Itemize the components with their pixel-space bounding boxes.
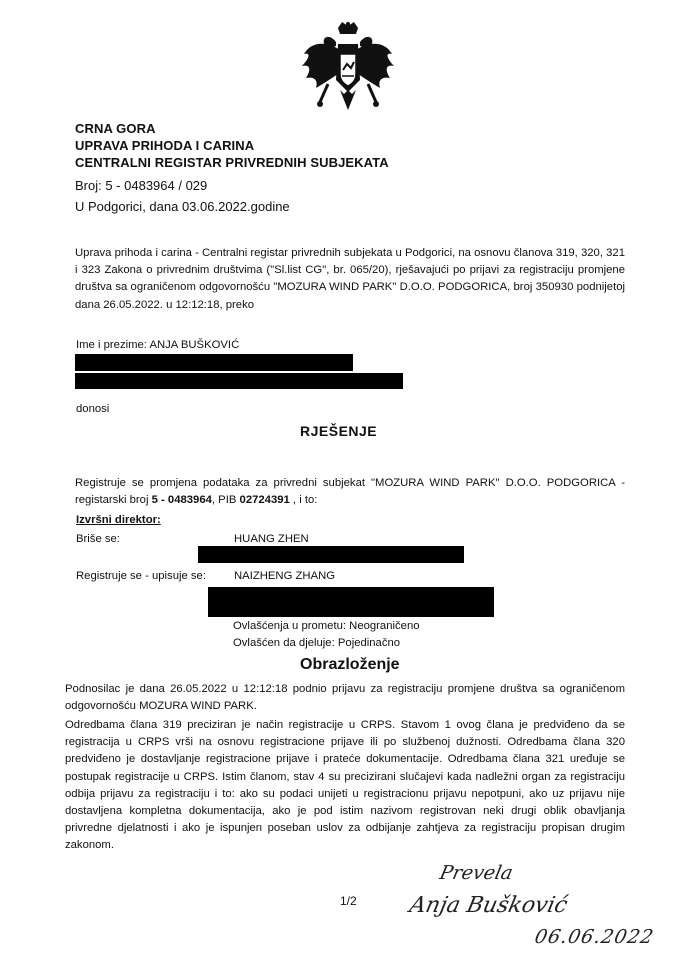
redacted-block — [208, 587, 494, 617]
page-number: 1/2 — [340, 894, 357, 908]
intro-paragraph: Uprava prihoda i carina - Centralni registar privrednih subjekata u Podgorici, na osnovu članova 319, 320, 321 i 323 Zakona o privrednim društvima ("Sl.list CG", br. 065/20), rješavajući po prijavi za registraciju promjene društva sa ograničenom odgovornošću "MOZURA WIND PARK" D.O.O. PODGORICA, broj 350930 podnijetoj dana 26.05.2022. u 12:12:18, preko — [75, 247, 625, 311]
added-person-name: NAIZHENG ZHANG — [234, 570, 336, 582]
removed-person-name: HUANG ZHEN — [234, 533, 309, 545]
org-name-agency: UPRAVA PRIHODA I CARINA — [75, 138, 255, 153]
executive-director-label: Izvršni direktor: — [76, 514, 161, 526]
reasoning-paragraph-1: Podnosilac je dana 26.05.2022 u 12:12:18 podnio prijavu za registraciju promjene društva sa ograničenom odgovornošću MOZURA WIND PARK. — [65, 683, 625, 713]
org-name-country: CRNA GORA — [75, 121, 156, 136]
handwritten-date: 06.06.2022 — [532, 926, 657, 948]
decision-text-part1: Registruje se promjena podataka za privredni subjekat "MOZURA WIND PARK" D.O.O. PODGORICA - registarski broj — [75, 477, 625, 507]
add-label: Registruje se - upisuje se: — [76, 570, 206, 582]
decision-text-part3: , i to: — [289, 494, 318, 507]
org-name-registry: CENTRALNI REGISTAR PRIVREDNIH SUBJEKATA — [75, 155, 389, 170]
registration-number: 5 - 0483964 — [151, 494, 212, 507]
applicant-name: Ime i prezime: ANJA BUŠKOVIĆ — [76, 339, 240, 351]
decision-text-part2: , PIB — [211, 494, 240, 507]
decision-paragraph — [75, 475, 625, 509]
handwritten-signature-name: Anja Bušković — [407, 893, 570, 918]
handwritten-translated-by: Prevela — [437, 862, 515, 884]
reference-number: Broj: 5 - 0483964 / 029 — [75, 178, 208, 193]
redacted-block — [75, 354, 353, 371]
place-and-date: U Podgorici, dana 03.06.2022.godine — [75, 199, 290, 214]
reasoning-paragraph-2: Odredbama člana 319 preciziran je način registracije u CRPS. Stavom 1 ovog člana je predviđeno da se registracija u CRPS vrši na osnovu registracione prijave ili po službenoj dužnosti. Odredbama člana 320 predviđeno je dostavljanje registracione prijave i prateće dokumentacije. Odredbama člana 321 uređuje se postupak registracije u CRPS. Istim članom, stav 4 su precizirani slučajevi kada nadležni organ za registraciju odbija prijavu za registraciju i to: ako su podaci unijeti u registracionu prijavu nepotpuni, ako uz prijavu nije dostavljena kompletna dokumentacija, ako je pod istim nazivom registrovan neki drugi oblik obavljanja privredne djelatnosti i ako je ispunjen poseban uslov za odbijanje zahtjeva za registraciju propisan drugim zakonom. — [65, 719, 625, 852]
redacted-block — [198, 546, 464, 563]
decision-title: RJEŠENJE — [300, 423, 378, 439]
donosi-label: donosi — [76, 403, 110, 415]
coat-of-arms-emblem — [298, 20, 398, 118]
redacted-block — [75, 373, 403, 389]
authority-trade: Ovlašćenja u prometu: Neograničeno — [233, 620, 420, 632]
authority-act: Ovlašćen da djeluje: Pojedinačno — [233, 637, 401, 649]
remove-label: Briše se: — [76, 533, 120, 545]
pib-number: 02724391 — [239, 494, 290, 507]
reasoning-title: Obrazloženje — [300, 656, 400, 673]
